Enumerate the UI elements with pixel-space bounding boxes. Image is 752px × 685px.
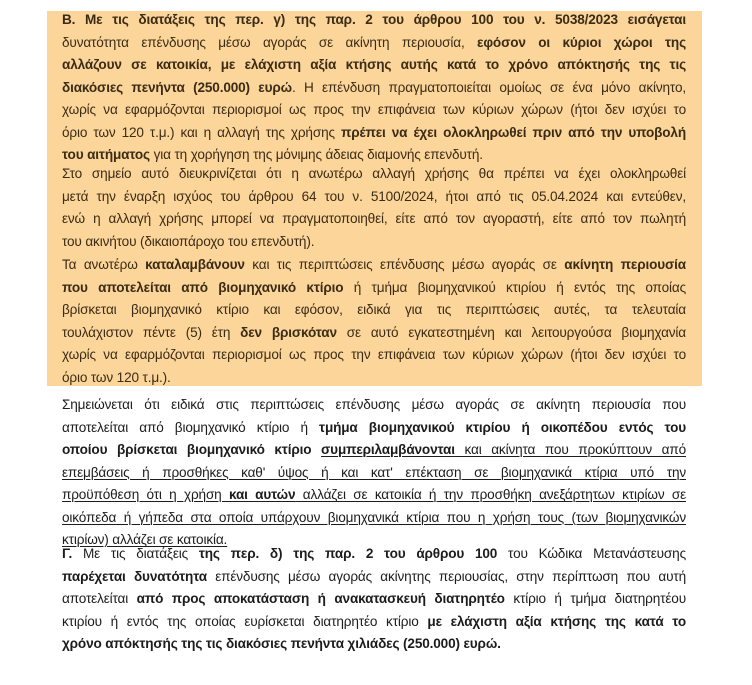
text: χωρίς να εφαρμόζονται περιορισμοί ως προς την επιφάνεια των κύριων χώρων (ήτοι δεν ισχύει το: [62, 347, 686, 362]
text-line: [62, 54, 686, 77]
bold-text: οποίου βρίσκεται βιομηχανικό κτίριο: [62, 442, 322, 457]
text-line: [62, 322, 686, 345]
bold-text: καταλαμβάνουν: [145, 257, 245, 272]
bold-text: Γ.: [62, 546, 73, 561]
text-line: [62, 417, 686, 440]
underlined-text: επεμβάσεις ή προσθήκες καθ' ύψος ή και κατ' επέκταση σε βιομηχανικά κτίρια υπό την: [62, 464, 686, 480]
section-g-paragraph: [62, 543, 686, 656]
text: για τη χορήγηση της μόνιμης άδειας διαμονής επενδυτή.: [149, 147, 483, 162]
text-line: [62, 344, 686, 367]
text-line: [62, 633, 686, 656]
bold-text: διακόσιες πενήντα (250.000) ευρώ: [62, 79, 292, 95]
text: Σημειώνεται ότι ειδικά στις περιπτώσεις επένδυσης μέσω αγοράς σε ακίνητη περιουσία που: [62, 397, 686, 412]
text-line: [62, 77, 686, 100]
text: βρίσκεται βιομηχανικό κτίριο και εφόσον, ειδικά για τις περιπτώσεις αυτές, τα τελευταία: [62, 302, 686, 317]
bold-text: ακίνητη περιουσία: [564, 257, 686, 272]
text-line: [62, 163, 686, 186]
text-line: [62, 186, 686, 209]
bold-text: αλλάζουν σε κατοικία, με ελάχιστη αξία κτήσης αυτής κατά το χρόνο απόκτησής της τις: [62, 57, 686, 72]
text: Με τις διατάξεις: [72, 546, 199, 561]
section-b-paragraph-2: [62, 163, 686, 253]
bold-text: παρέχεται δυνατότητα: [62, 568, 207, 584]
bold-text: από προς αποκατάσταση ή ανακατασκευή διατηρητέο: [136, 591, 505, 606]
text: Στο σημείο αυτό διευκρινίζεται ότι η ανωτέρω αλλαγή χρήσης θα πρέπει να έχει ολοκληρωθεί: [62, 166, 686, 181]
text-line: [62, 9, 686, 32]
text: του Κώδικα Μετανάστευσης: [497, 546, 686, 561]
text: όριο των 120 τ.μ.).: [62, 369, 171, 385]
text: τουλάχιστον πέντε (5) έτη: [62, 324, 241, 340]
text-line: [62, 543, 686, 566]
bold-text: χρόνο απόκτησής της τις διακόσιες πενήντα χιλιάδες (250.000) ευρώ.: [62, 636, 501, 651]
section-b-paragraph-3: [62, 254, 686, 389]
underlined-text: οικόπεδα ή γήπεδα στα οποία υπάρχουν βιομηχανικά κτίρια που η χρήση τους (των βιομηχανικών: [62, 509, 686, 525]
text-line: [62, 231, 686, 254]
text: αποτελείται από βιομηχανικό κτίριο ή: [62, 419, 320, 435]
text-line: [62, 208, 686, 231]
text: μετά την έναρξη ισχύος του άρθρου 64 του ν. 5100/2024, ήτοι από τις 05.04.2024 και εντεύθεν,: [62, 188, 686, 204]
section-b-paragraph-1: [62, 9, 686, 167]
text: ή τμήμα βιομηχανικού κτιρίου ή εντός της οποίας: [343, 279, 686, 295]
underlined-text: αλλάζει σε κατοικία ή την προσθήκη ανεξάρτητων κτιρίων σε: [295, 487, 686, 502]
text: δυνατότητα επένδυσης μέσω αγοράς σε ακίνητη περιουσία,: [62, 34, 478, 50]
text: Τα ανωτέρω: [62, 257, 146, 272]
underlined-text: κτιρίων) αλλάζει σε κατοικία.: [62, 532, 228, 547]
bold-text: του αιτήματος: [62, 147, 150, 162]
text-line: [62, 254, 686, 277]
note-paragraph: [62, 394, 686, 552]
text-line: [62, 507, 686, 530]
text: . Η επένδυση πραγματοποιείται ομοίως σε ένα μόνο ακίνητο,: [291, 79, 686, 95]
text-line: [62, 566, 686, 589]
text-line: [62, 32, 686, 55]
bold-underlined-text: και αυτών: [228, 487, 296, 502]
text: και τις περιπτώσεις επένδυσης μέσω αγοράς σε: [244, 257, 565, 272]
bold-text: πρέπει να έχει ολοκληρωθεί πριν από την υποβολή: [340, 124, 686, 140]
text-line: [62, 122, 686, 145]
text: του ακινήτου (δικαιοπάροχο του επενδυτή).: [62, 233, 315, 249]
bold-text: με ελάχιστη αξία κτήσης της κατά το: [427, 613, 686, 629]
text: όριο των 120 τ.μ.) και η αλλαγή της χρήσης: [62, 124, 341, 140]
bold-text: δεν βρισκόταν: [240, 324, 337, 340]
bold-text: που αποτελείται από βιομηχανικό κτίριο: [62, 279, 344, 295]
text: επένδυσης μέσω αγοράς ακίνητης περιουσίας, στην περίπτωση που αυτή: [206, 568, 686, 584]
text-line: [62, 588, 686, 611]
text-line: [62, 611, 686, 634]
text: κτίριο ή τμήμα διατηρητέου: [504, 591, 686, 606]
text-line: [62, 99, 686, 122]
text-line: [62, 367, 686, 390]
text-line: [62, 484, 686, 507]
text: χωρίς να εφαρμόζονται περιορισμοί ως προς την επιφάνεια των κύριων χώρων (ήτοι δεν ισχύει το: [62, 102, 686, 117]
text-line: [62, 462, 686, 485]
text: αποτελείται: [62, 591, 137, 606]
bold-text: της περ. δ) της παρ. 2 του άρθρου 100: [198, 546, 498, 561]
text: ενώ η αλλαγή χρήσης μπορεί να πραγματοποιηθεί, είτε από τον αγοραστή, είτε από τον πωλητή: [62, 211, 686, 226]
text-line: [62, 277, 686, 300]
text-line: [62, 439, 686, 462]
underlined-text: και ακίνητα που προκύπτουν από: [454, 442, 686, 457]
bold-text: τμήμα βιομηχανικού κτιρίου ή οικοπέδου εντός του: [319, 419, 686, 435]
text: κτιρίου ή εντός της οποίας ευρίσκεται διατηρητέο κτίριο: [62, 613, 428, 629]
text-line: [62, 394, 686, 417]
text-line: [62, 299, 686, 322]
bold-underlined-text: συμπεριλαμβάνονται: [321, 442, 455, 457]
bold-text: εφόσον οι κύριοι χώροι της: [477, 34, 686, 50]
underlined-text: προϋπόθεση ότι η χρήση: [62, 487, 229, 502]
text: σε αυτό εγκατεστημένη και λειτουργούσα βιομηχανία: [336, 324, 687, 340]
bold-text: Β. Με τις διατάξεις της περ. γ) της παρ. 2 του άρθρου 100 του ν. 5038/2023 εισάγεται: [62, 12, 686, 27]
